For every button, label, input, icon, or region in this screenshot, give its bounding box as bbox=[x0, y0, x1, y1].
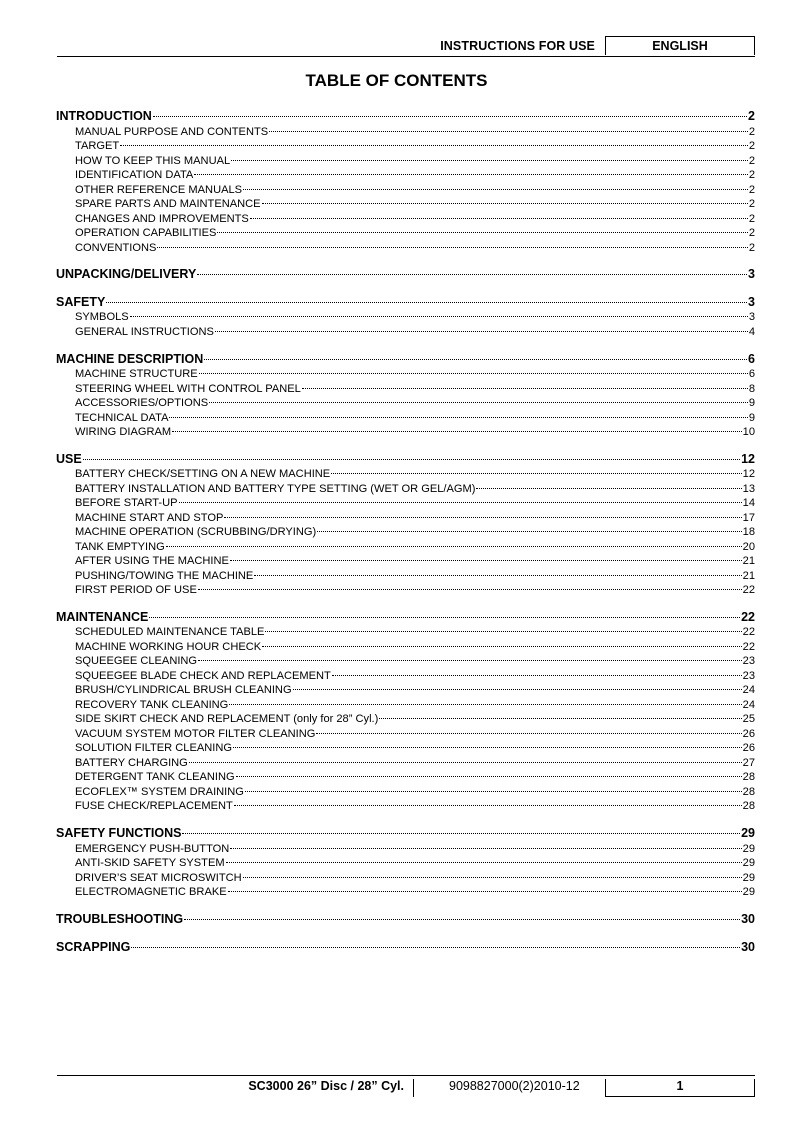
toc-section bbox=[56, 352, 755, 440]
toc-section bbox=[56, 295, 755, 340]
toc-section-heading-page: 30 bbox=[741, 939, 755, 954]
toc-entry-page: 28 bbox=[742, 785, 755, 798]
toc-entry-page: 2 bbox=[748, 125, 755, 138]
toc-entry[interactable] bbox=[56, 785, 755, 800]
toc-entry[interactable] bbox=[56, 540, 755, 555]
toc-entry-label: ELECTROMAGNETIC BRAKE bbox=[75, 886, 227, 899]
toc-entry-label: CHANGES AND IMPROVEMENTS bbox=[75, 212, 249, 225]
toc-section-heading[interactable] bbox=[56, 352, 755, 368]
dot-leader bbox=[234, 805, 742, 806]
toc-entry-page: 18 bbox=[742, 526, 755, 539]
toc-entry[interactable] bbox=[56, 842, 755, 857]
dot-leader bbox=[209, 402, 748, 403]
toc-entry[interactable] bbox=[56, 154, 755, 169]
toc-section-heading-label: MAINTENANCE bbox=[56, 609, 149, 624]
toc-entry-label: BATTERY INSTALLATION AND BATTERY TYPE SETTING (WET OR GEL/AGM) bbox=[75, 482, 476, 495]
dot-leader bbox=[262, 646, 742, 647]
dot-leader bbox=[269, 131, 748, 132]
toc-entry[interactable] bbox=[56, 640, 755, 655]
toc-entry-label: BATTERY CHARGING bbox=[75, 756, 188, 769]
toc-entry-label: SIDE SKIRT CHECK AND REPLACEMENT (only for 28” Cyl.) bbox=[75, 713, 379, 726]
toc-entry-label: SOLUTION FILTER CLEANING bbox=[75, 742, 232, 755]
toc-section-heading-page: 3 bbox=[748, 267, 755, 282]
toc-entry-label: MACHINE STRUCTURE bbox=[75, 368, 198, 381]
toc-section-heading-page: 12 bbox=[741, 451, 755, 466]
toc-entry[interactable] bbox=[56, 139, 755, 154]
toc-entry[interactable] bbox=[56, 411, 755, 426]
toc-entry[interactable] bbox=[56, 496, 755, 511]
toc-section bbox=[56, 452, 755, 598]
toc-entry-label: STEERING WHEEL WITH CONTROL PANEL bbox=[75, 382, 301, 395]
dot-leader bbox=[157, 247, 747, 248]
dot-leader bbox=[476, 488, 741, 489]
toc-entry-label: SCHEDULED MAINTENANCE TABLE bbox=[75, 626, 265, 639]
toc-entry[interactable] bbox=[56, 511, 755, 526]
toc-entry[interactable] bbox=[56, 727, 755, 742]
toc-section bbox=[56, 610, 755, 814]
toc-section bbox=[56, 940, 755, 956]
toc-entry-page: 28 bbox=[742, 771, 755, 784]
dot-leader bbox=[184, 919, 740, 920]
toc-entry-label: AFTER USING THE MACHINE bbox=[75, 555, 229, 568]
dot-leader bbox=[236, 776, 742, 777]
toc-entry[interactable] bbox=[56, 396, 755, 411]
toc-entry-label: VACUUM SYSTEM MOTOR FILTER CLEANING bbox=[75, 727, 316, 740]
toc-entry-label: IDENTIFICATION DATA bbox=[75, 169, 194, 181]
toc-entry[interactable] bbox=[56, 669, 755, 684]
toc-entry[interactable] bbox=[56, 554, 755, 569]
toc-section-heading[interactable] bbox=[56, 452, 755, 468]
toc-entry-label: FUSE CHECK/REPLACEMENT bbox=[75, 800, 233, 813]
dot-leader bbox=[230, 560, 742, 561]
toc-section-heading[interactable] bbox=[56, 267, 755, 283]
toc-entry[interactable] bbox=[56, 856, 755, 871]
toc-entry-label: BATTERY CHECK/SETTING ON A NEW MACHINE bbox=[75, 468, 331, 481]
dot-leader bbox=[197, 274, 747, 275]
toc-entry[interactable] bbox=[56, 885, 755, 900]
toc-entry[interactable] bbox=[56, 583, 755, 598]
toc-section bbox=[56, 267, 755, 283]
toc-entry-page: 2 bbox=[748, 169, 755, 181]
page-footer bbox=[57, 1075, 755, 1098]
toc-entry-page: 8 bbox=[748, 382, 755, 395]
toc-entry-label: TECHNICAL DATA bbox=[75, 411, 169, 424]
toc-entry-label: BRUSH/CYLINDRICAL BRUSH CLEANING bbox=[75, 684, 292, 697]
header-label: INSTRUCTIONS FOR USE bbox=[440, 39, 595, 53]
toc-section-heading-page: 22 bbox=[741, 609, 755, 624]
toc-entry-label: SYMBOLS bbox=[75, 311, 129, 324]
dot-leader bbox=[198, 660, 742, 661]
toc-entry[interactable] bbox=[56, 569, 755, 584]
dot-leader bbox=[243, 877, 742, 878]
toc-entry-label: TANK EMPTYING bbox=[75, 540, 165, 553]
toc-section-heading[interactable] bbox=[56, 610, 755, 626]
toc-entry-label: SQUEEGEE BLADE CHECK AND REPLACEMENT bbox=[75, 669, 331, 682]
toc-entry[interactable] bbox=[56, 654, 755, 669]
footer-model: SC3000 26” Disc / 28” Cyl. bbox=[242, 1079, 414, 1097]
toc-entry-page: 9 bbox=[748, 411, 755, 424]
dot-leader bbox=[226, 862, 742, 863]
dot-leader bbox=[331, 473, 741, 474]
toc-entry-page: 2 bbox=[748, 154, 755, 167]
dot-leader bbox=[179, 502, 742, 503]
toc-entry-label: HOW TO KEEP THIS MANUAL bbox=[75, 154, 231, 167]
dot-leader bbox=[316, 733, 741, 734]
dot-leader bbox=[317, 531, 741, 532]
toc-entry-label: RECOVERY TANK CLEANING bbox=[75, 698, 229, 711]
dot-leader bbox=[153, 116, 747, 117]
toc-entry[interactable] bbox=[56, 197, 755, 212]
toc-entry-label: WIRING DIAGRAM bbox=[75, 426, 172, 439]
toc-entry[interactable] bbox=[56, 125, 755, 140]
dot-leader bbox=[224, 517, 741, 518]
dot-leader bbox=[229, 704, 741, 705]
dot-leader bbox=[243, 189, 748, 190]
toc-entry-label: SQUEEGEE CLEANING bbox=[75, 655, 198, 668]
header-language: ENGLISH bbox=[605, 36, 755, 55]
toc-entry-page: 26 bbox=[742, 727, 755, 740]
toc-entry[interactable] bbox=[56, 212, 755, 227]
toc-entry[interactable] bbox=[56, 770, 755, 785]
toc-entry-page: 24 bbox=[742, 698, 755, 711]
dot-leader bbox=[189, 762, 742, 763]
toc-section-heading-label: INTRODUCTION bbox=[56, 109, 152, 123]
toc-entry-label: MACHINE WORKING HOUR CHECK bbox=[75, 640, 262, 653]
toc-entry-page: 10 bbox=[742, 426, 755, 439]
toc-entry[interactable] bbox=[56, 425, 755, 440]
toc-entry-page: 2 bbox=[748, 198, 755, 210]
toc-section bbox=[56, 109, 755, 255]
toc-entry-label: ECOFLEX™ SYSTEM DRAINING bbox=[75, 785, 244, 798]
footer-page-number: 1 bbox=[605, 1079, 755, 1097]
dot-leader bbox=[172, 431, 742, 432]
toc-entry-page: 13 bbox=[742, 482, 755, 495]
dot-leader bbox=[332, 675, 742, 676]
toc-entry-page: 22 bbox=[742, 640, 755, 653]
toc-entry-page: 29 bbox=[742, 871, 755, 884]
dot-leader bbox=[106, 302, 747, 303]
toc-entry-label: PUSHING/TOWING THE MACHINE bbox=[75, 569, 254, 582]
toc-section-heading[interactable] bbox=[56, 826, 755, 842]
table-of-contents bbox=[56, 109, 755, 967]
toc-entry-label: TARGET bbox=[75, 140, 120, 152]
toc-entry-page: 29 bbox=[742, 857, 755, 870]
toc-entry-label: CONVENTIONS bbox=[75, 241, 157, 254]
toc-entry-page: 23 bbox=[742, 655, 755, 668]
toc-entry-label: SPARE PARTS AND MAINTENANCE bbox=[75, 198, 261, 210]
toc-entry-page: 23 bbox=[742, 669, 755, 682]
toc-section bbox=[56, 826, 755, 900]
toc-entry[interactable] bbox=[56, 241, 755, 256]
toc-entry-label: MACHINE START AND STOP bbox=[75, 511, 224, 524]
toc-section-heading[interactable] bbox=[56, 940, 755, 956]
toc-entry-page: 28 bbox=[742, 800, 755, 813]
dot-leader bbox=[230, 848, 741, 849]
dot-leader bbox=[262, 203, 748, 204]
toc-entry-page: 2 bbox=[748, 227, 755, 239]
toc-section-heading-label: USE bbox=[56, 451, 82, 466]
toc-entry[interactable] bbox=[56, 799, 755, 814]
dot-leader bbox=[182, 833, 740, 834]
toc-entry[interactable] bbox=[56, 367, 755, 382]
toc-entry-page: 27 bbox=[742, 756, 755, 769]
toc-section-heading-label: SCRAPPING bbox=[56, 939, 131, 954]
toc-entry-page: 29 bbox=[742, 886, 755, 899]
toc-entry-label: MACHINE OPERATION (SCRUBBING/DRYING) bbox=[75, 526, 317, 539]
toc-entry-label: ACCESSORIES/OPTIONS bbox=[75, 397, 209, 410]
toc-entry-label: GENERAL INSTRUCTIONS bbox=[75, 325, 214, 338]
footer-document-code: 9098827000(2)2010-12 bbox=[449, 1079, 580, 1093]
toc-entry[interactable] bbox=[56, 183, 755, 198]
dot-leader bbox=[204, 359, 747, 360]
toc-entry-page: 2 bbox=[748, 183, 755, 196]
toc-entry[interactable] bbox=[56, 325, 755, 340]
toc-section-heading-label: SAFETY bbox=[56, 294, 106, 309]
dot-leader bbox=[379, 718, 741, 719]
dot-leader bbox=[250, 218, 748, 219]
toc-entry[interactable] bbox=[56, 226, 755, 241]
toc-section-heading-label: MACHINE DESCRIPTION bbox=[56, 351, 204, 366]
dot-leader bbox=[130, 316, 748, 317]
toc-entry-page: 26 bbox=[742, 742, 755, 755]
toc-section-heading-label: UNPACKING/DELIVERY bbox=[56, 267, 197, 282]
dot-leader bbox=[215, 331, 748, 332]
toc-section-heading-page: 6 bbox=[748, 351, 755, 366]
dot-leader bbox=[194, 174, 747, 175]
toc-entry-label: OTHER REFERENCE MANUALS bbox=[75, 183, 243, 196]
toc-entry-page: 3 bbox=[748, 311, 755, 324]
toc-entry-page: 22 bbox=[742, 584, 755, 597]
dot-leader bbox=[120, 145, 748, 146]
page-header bbox=[57, 36, 755, 57]
toc-entry[interactable] bbox=[56, 382, 755, 397]
dot-leader bbox=[166, 546, 742, 547]
toc-entry[interactable] bbox=[56, 741, 755, 756]
toc-entry[interactable] bbox=[56, 683, 755, 698]
toc-entry[interactable] bbox=[56, 310, 755, 325]
page-title: TABLE OF CONTENTS bbox=[305, 71, 488, 90]
toc-entry-label: DRIVER’S SEAT MICROSWITCH bbox=[75, 871, 242, 884]
toc-entry-page: 9 bbox=[748, 397, 755, 410]
dot-leader bbox=[245, 791, 742, 792]
toc-entry[interactable] bbox=[56, 168, 755, 183]
toc-entry-page: 24 bbox=[742, 684, 755, 697]
toc-entry[interactable] bbox=[56, 712, 755, 727]
dot-leader bbox=[198, 589, 742, 590]
toc-entry-page: 2 bbox=[748, 212, 755, 225]
toc-section-heading-page: 2 bbox=[748, 109, 755, 123]
dot-leader bbox=[254, 575, 741, 576]
dot-leader bbox=[302, 388, 748, 389]
toc-entry-page: 4 bbox=[748, 325, 755, 338]
toc-entry[interactable] bbox=[56, 625, 755, 640]
dot-leader bbox=[228, 891, 742, 892]
toc-entry-page: 21 bbox=[742, 569, 755, 582]
dot-leader bbox=[131, 947, 740, 948]
toc-section-heading-page: 3 bbox=[748, 294, 755, 309]
dot-leader bbox=[233, 747, 742, 748]
dot-leader bbox=[149, 617, 740, 618]
toc-entry-page: 14 bbox=[742, 497, 755, 510]
toc-entry[interactable] bbox=[56, 467, 755, 482]
dot-leader bbox=[217, 232, 747, 233]
toc-entry-label: DETERGENT TANK CLEANING bbox=[75, 771, 235, 784]
dot-leader bbox=[293, 689, 742, 690]
dot-leader bbox=[169, 417, 747, 418]
toc-entry-page: 20 bbox=[742, 540, 755, 553]
toc-entry-page: 2 bbox=[748, 241, 755, 254]
toc-section bbox=[56, 912, 755, 928]
toc-section-heading[interactable] bbox=[56, 295, 755, 311]
toc-entry[interactable] bbox=[56, 756, 755, 771]
toc-entry-page: 21 bbox=[742, 555, 755, 568]
toc-entry-page: 22 bbox=[742, 626, 755, 639]
dot-leader bbox=[231, 160, 748, 161]
toc-entry-label: OPERATION CAPABILITIES bbox=[75, 227, 217, 239]
toc-entry-page: 17 bbox=[742, 511, 755, 524]
toc-entry-page: 6 bbox=[748, 368, 755, 381]
toc-section-heading[interactable] bbox=[56, 912, 755, 928]
toc-entry-label: ANTI-SKID SAFETY SYSTEM bbox=[75, 857, 225, 870]
toc-entry-page: 12 bbox=[742, 468, 755, 481]
dot-leader bbox=[83, 459, 740, 460]
toc-section-heading-label: TROUBLESHOOTING bbox=[56, 911, 184, 926]
toc-entry-page: 29 bbox=[742, 842, 755, 855]
toc-entry-label: BEFORE START-UP bbox=[75, 497, 178, 510]
toc-section-heading-page: 30 bbox=[741, 911, 755, 926]
dot-leader bbox=[265, 631, 741, 632]
toc-entry-page: 2 bbox=[748, 140, 755, 152]
toc-entry[interactable] bbox=[56, 871, 755, 886]
toc-entry-page: 25 bbox=[742, 713, 755, 726]
toc-entry-label: MANUAL PURPOSE AND CONTENTS bbox=[75, 125, 269, 138]
toc-entry-label: FIRST PERIOD OF USE bbox=[75, 584, 197, 597]
toc-section-heading-label: SAFETY FUNCTIONS bbox=[56, 826, 182, 841]
toc-section-heading-page: 29 bbox=[741, 826, 755, 841]
toc-entry-label: EMERGENCY PUSH-BUTTON bbox=[75, 842, 230, 855]
toc-entry[interactable] bbox=[56, 525, 755, 540]
toc-entry[interactable] bbox=[56, 482, 755, 497]
toc-entry[interactable] bbox=[56, 698, 755, 713]
dot-leader bbox=[199, 373, 748, 374]
toc-section-heading[interactable] bbox=[56, 109, 755, 125]
